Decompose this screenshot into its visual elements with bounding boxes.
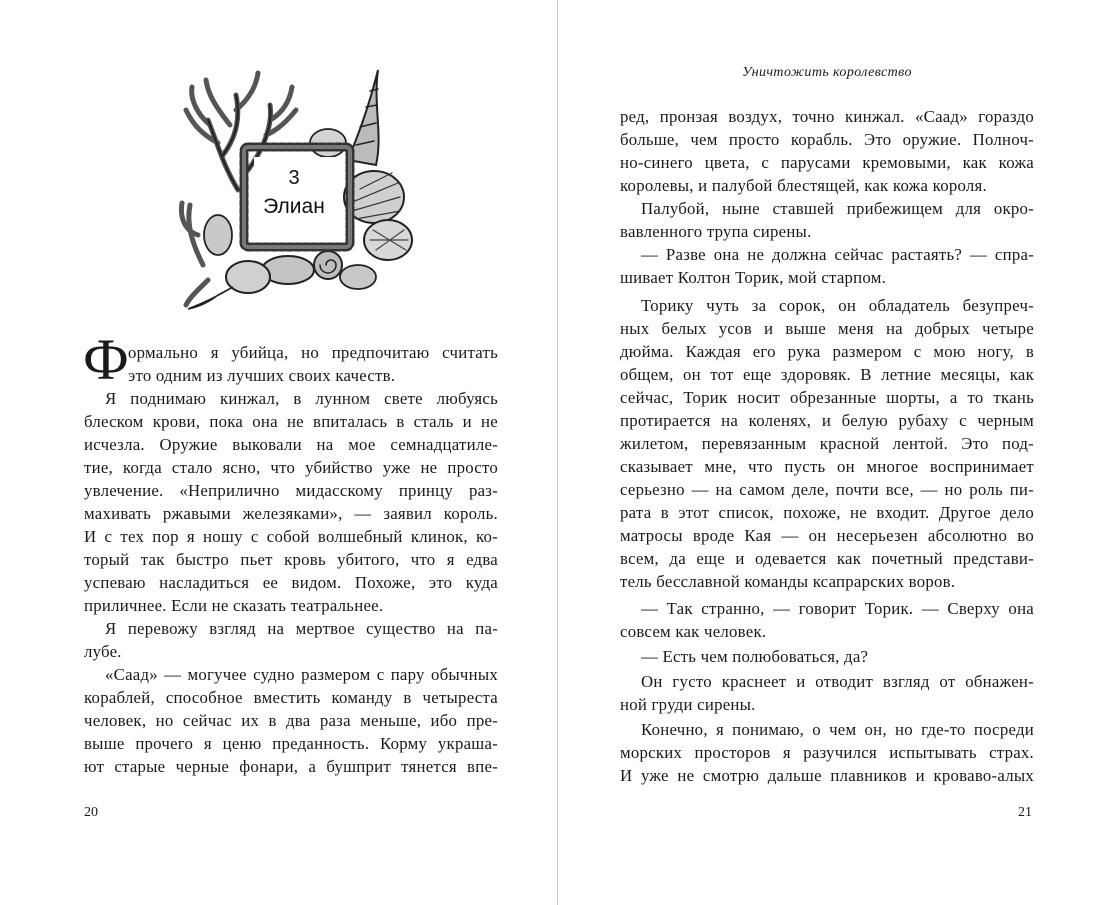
text-line: «Саад» — могучее судно размером с пару обычных: [105, 665, 498, 684]
text-line: серьезно — на самом деле, почти все, — но роль пи-: [620, 480, 1034, 499]
text-line: Я поднимаю кинжал, в лунном свете любуясь: [105, 389, 498, 408]
text-line: больше, чем просто корабль. Это оружие. Полноч-: [620, 130, 1034, 149]
text-line: рата в этот список, похоже, не входит. Другое дело: [620, 503, 1034, 522]
text-line: ной груди сирены.: [620, 695, 756, 714]
text-line: — Есть чем полюбоваться, да?: [641, 647, 869, 666]
text-line: Палубой, ныне ставшей прибежищем для окро-: [641, 199, 1034, 218]
text-line: махивать ржавыми железяками», — заявил король.: [84, 504, 498, 523]
text-line: лубе.: [84, 642, 122, 661]
text-line: тие, когда стало ясно, что убийство уже не просто: [84, 458, 498, 477]
text-line: протирается на коленях, и белую рубаху с черным: [620, 411, 1034, 430]
text-line: ред, пронзая воздух, точно кинжал. «Саад» гораздо: [620, 107, 1034, 126]
drop-cap: Ф: [83, 327, 129, 392]
text-line: человек, но сейчас их в два раза меньше, ибо пре-: [84, 711, 498, 730]
text-line: Он густо краснеет и отводит взгляд от обнажен-: [641, 672, 1034, 691]
text-line: матросы вроде Кая — он несерьезен абсолютно во: [620, 526, 1034, 545]
running-header: Уничтожить королевство: [742, 65, 912, 80]
text-line: дюйма. Каждая его рука размером с мою ногу, в: [620, 342, 1034, 361]
text-line: — Разве она не должна сейчас растаять? — спра-: [641, 245, 1034, 264]
text-line: кораблей, способное вместить команду в четыреста: [84, 688, 498, 707]
chapter-title: Элиан: [263, 195, 325, 218]
text-line: но-синего цвета, с парусами кремовыми, как кожа: [620, 153, 1034, 172]
text-line: — Так странно, — говорит Торик. — Сверху она: [641, 599, 1034, 618]
text-line: это одним из лучших своих качеств.: [128, 366, 396, 385]
text-line: торый так быстро пьет кровь убитого, что я едва: [84, 550, 498, 569]
text-line: Торику чуть за сорок, он обладатель безупреч-: [641, 296, 1034, 315]
text-line: королевы, и палубой блестящей, как кожа короля.: [620, 176, 987, 195]
text-line: исчезла. Оружие выковали на мое семнадцатиле-: [84, 435, 498, 454]
text-line: совсем как человек.: [620, 622, 767, 641]
text-line: ормально я убийца, но предпочитаю считать: [128, 343, 498, 362]
text-line: жилетом, перевязанным красной лентой. Это под-: [620, 434, 1034, 453]
text-line: приличнее. Если не сказать театральнее.: [84, 596, 384, 615]
page-number-left: 20: [84, 805, 98, 820]
text-line: успеваю насладиться ее видом. Похоже, это куда: [84, 573, 498, 592]
text-line: вавленного трупа сирены.: [620, 222, 812, 241]
text-line: ных белых усов и выше меня на добрых четыре: [620, 319, 1034, 338]
chapter-number: 3: [288, 167, 300, 189]
text-line: сейчас, Торик носит обрезанные шорты, а то ткань: [620, 388, 1034, 407]
text-line: Конечно, я понимаю, о чем он, но где-то посреди: [641, 720, 1034, 739]
text-line: тель бесславной команды ксапрарских воров.: [620, 572, 956, 591]
text-line: морских просторов я разучился испытывать страх.: [620, 743, 1034, 762]
text-line: увлечение. «Неприлично мидасскому принцу раз-: [84, 481, 498, 500]
text-line: выше прочего я ценю преданность. Корму украша-: [84, 734, 498, 753]
text-line: общем, он тот еще здоровяк. В летние месяцы, как: [620, 365, 1034, 384]
text-line: шивает Колтон Торик, мой старпом.: [620, 268, 887, 287]
text-line: всем, да еще и одевается как почетный представи-: [620, 549, 1034, 568]
text-line: И с тех пор я ношу с собой волшебный клинок, ко-: [84, 527, 498, 546]
text-line: И уже не смотрю дальше плавников и кроваво-алых: [620, 766, 1034, 785]
text-line: ют старые черные фонари, а бушприт тянется впе-: [84, 757, 498, 776]
text-line: Я перевожу взгляд на мертвое существо на па-: [105, 619, 498, 638]
text-line: блеском крови, пока она не впиталась в сталь и не: [84, 412, 498, 431]
text-line: сказывает мне, что пусть он многое воспринимает: [620, 457, 1034, 476]
page-number-right: 21: [1018, 805, 1032, 820]
